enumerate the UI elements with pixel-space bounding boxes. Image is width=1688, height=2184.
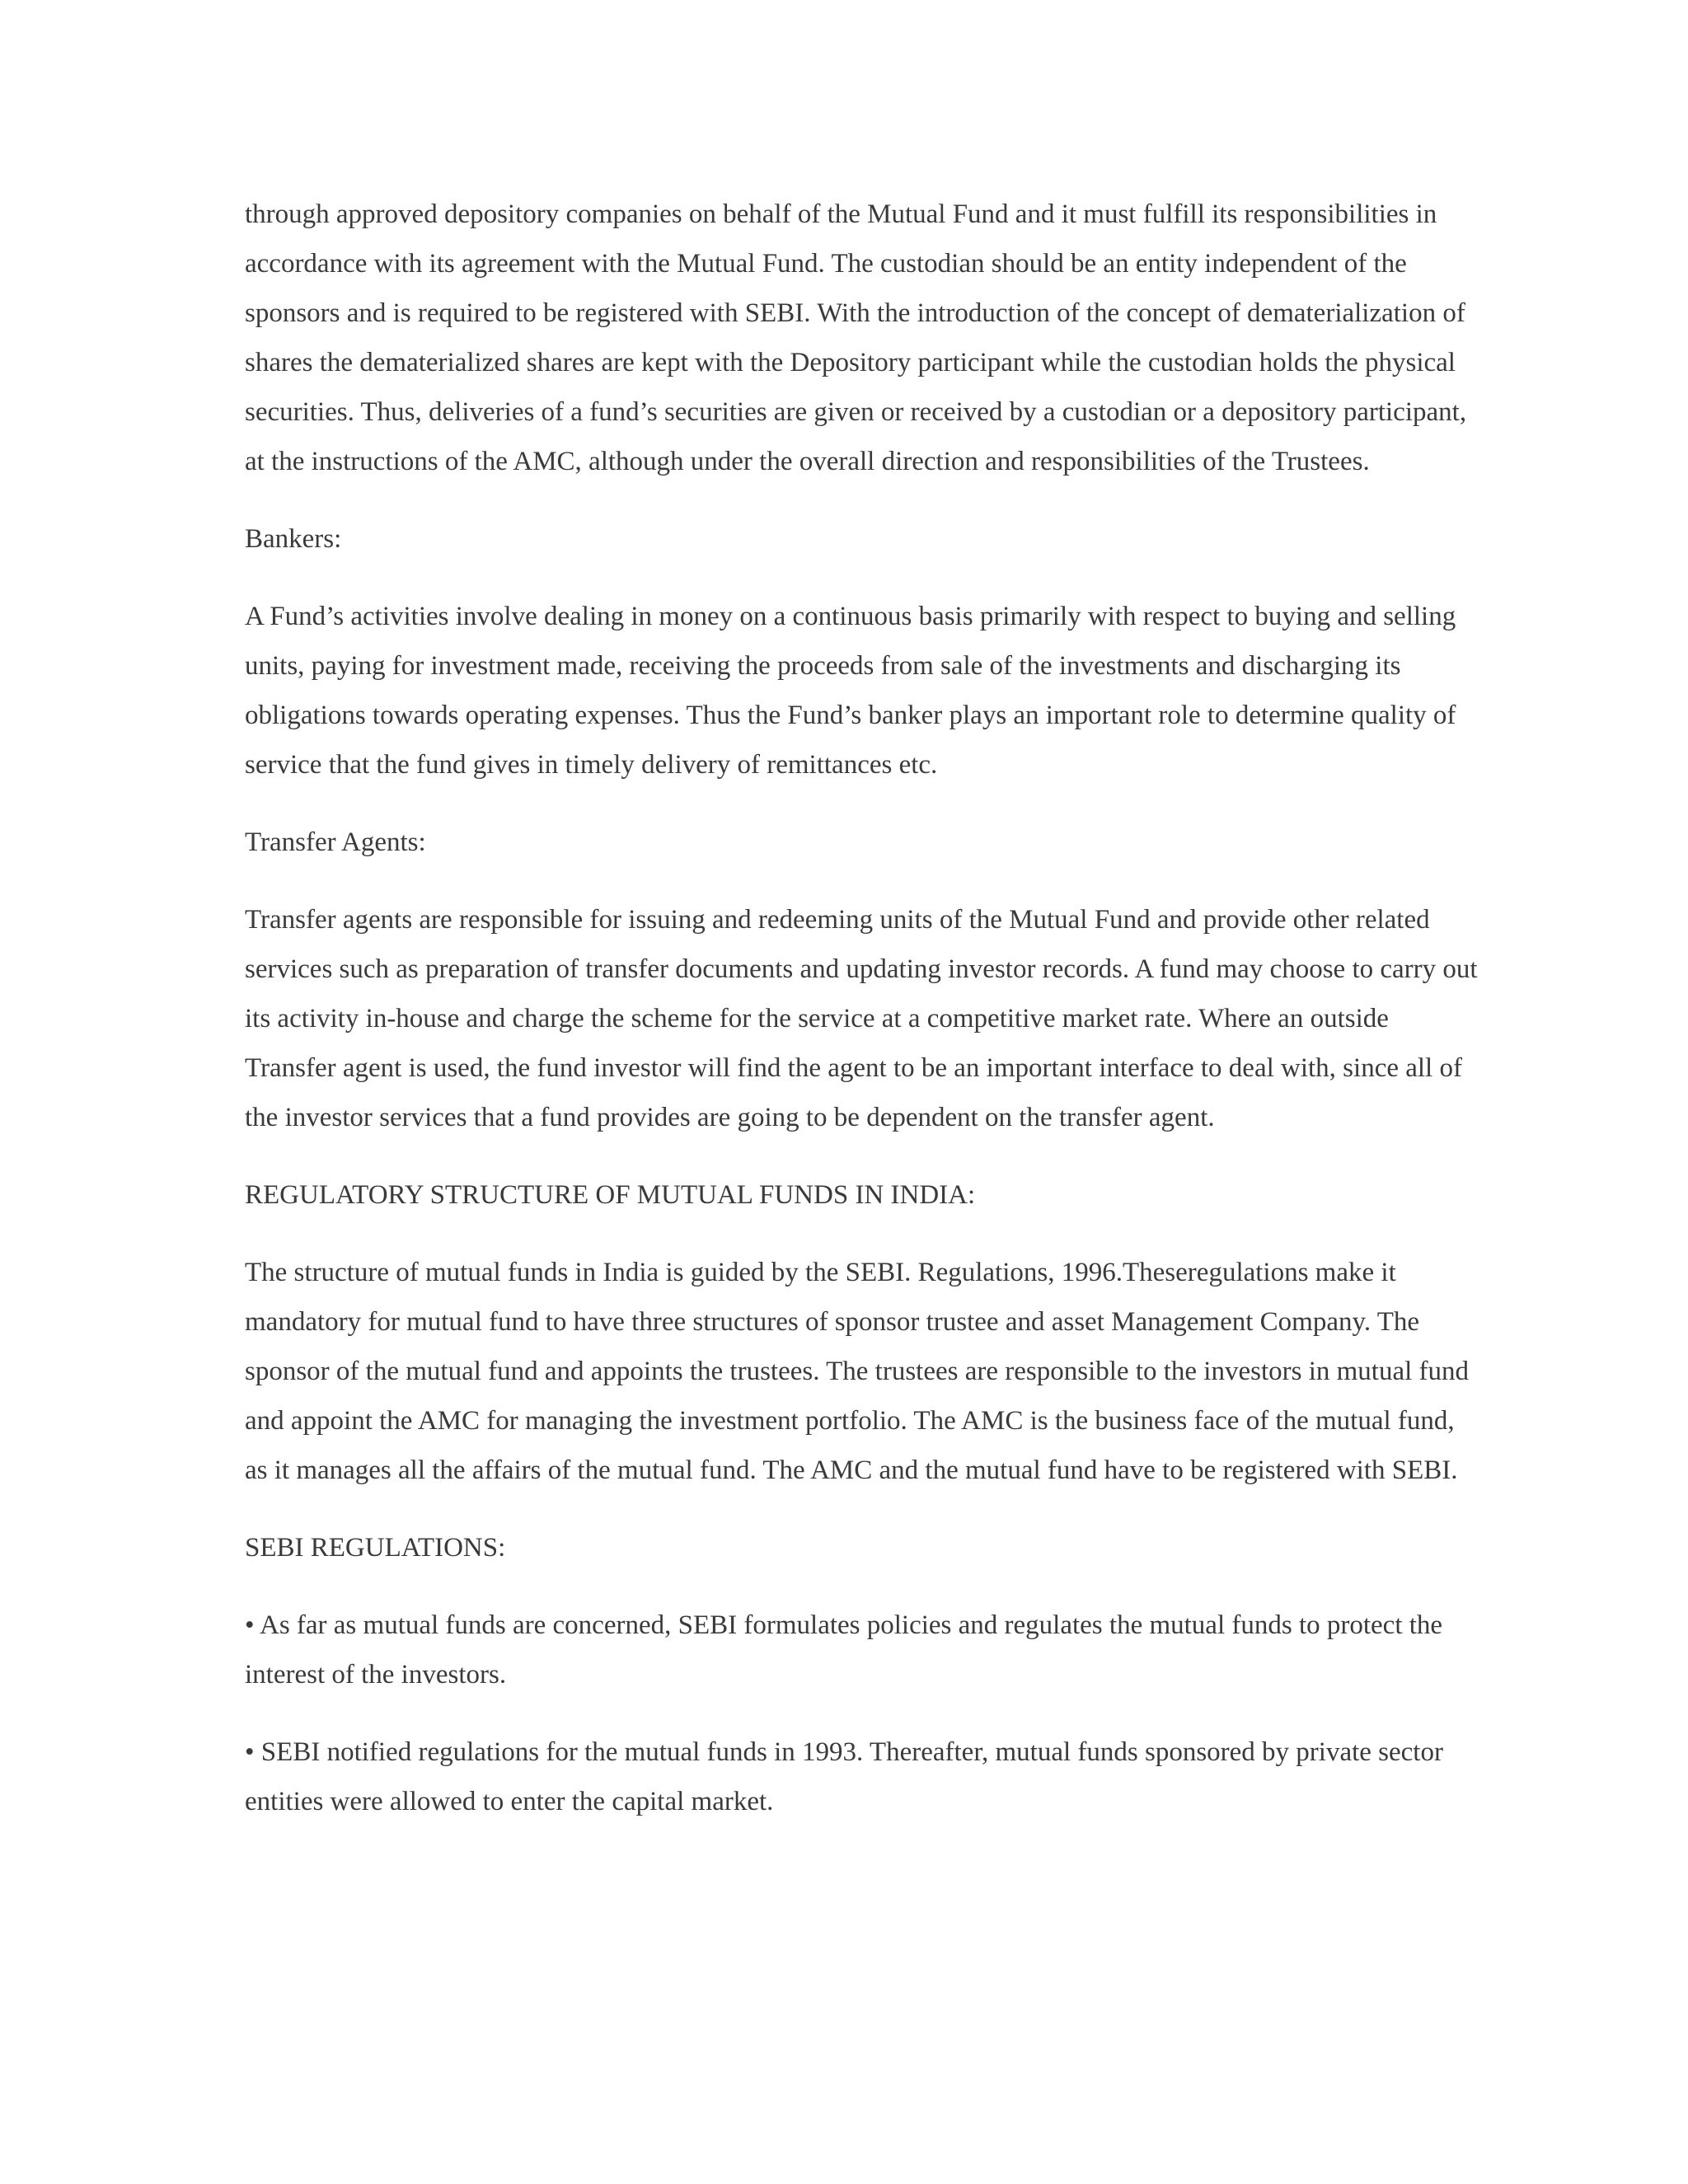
document-body <box>245 190 1481 1854</box>
regulatory-structure-heading: REGULATORY STRUCTURE OF MUTUAL FUNDS IN INDIA: <box>245 1180 976 1210</box>
bankers-paragraph: A Fund’s activities involve dealing in money on a continuous basis primarily with respect to buying and selling units, paying for investment made, receiving the proceeds from sale of the investments and discharging its obligations towards operating expenses. Thus the Fund’s banker plays an important role to determine quality of service that the fund gives in timely delivery of remittances etc. <box>245 602 1456 780</box>
transfer-agents-heading: Transfer Agents: <box>245 827 426 857</box>
regulatory-structure-paragraph: The structure of mutual funds in India is guided by the SEBI. Regulations, 1996.Theseregulations make it mandatory for mutual fund to have three structures of sponsor trustee and asset Management Company. The sponsor of the mutual fund and appoints the trustees. The trustees are responsible to the investors in mutual fund and appoint the AMC for managing the investment portfolio. The AMC is the business face of the mutual fund, as it manages all the affairs of the mutual fund. The AMC and the mutual fund have to be registered with SEBI. <box>245 1258 1470 1485</box>
custodian-paragraph: through approved depository companies on behalf of the Mutual Fund and it must fulfill its responsibilities in accordance with its agreement with the Mutual Fund. The custodian should be an entity independent of the sponsors and is required to be registered with SEBI. With the introduction of the concept of dematerialization of shares the dematerialized shares are kept with the Depository participant while the custodian holds the physical securities. Thus, deliveries of a fund’s securities are given or received by a custodian or a depository participant, at the instructions of the AMC, although under the overall direction and responsibilities of the Trustees. <box>245 199 1467 476</box>
sebi-bullet-item: • As far as mutual funds are concerned, SEBI formulates policies and regulates the mutual funds to protect the interest of the investors. <box>245 1610 1443 1690</box>
sebi-regulations-heading: SEBI REGULATIONS: <box>245 1533 506 1563</box>
sebi-bullet-item: • SEBI notified regulations for the mutual funds in 1993. Thereafter, mutual funds sponsored by private sector entities were allowed to enter the capital market. <box>245 1737 1443 1816</box>
bankers-heading: Bankers: <box>245 524 342 554</box>
transfer-agents-paragraph: Transfer agents are responsible for issuing and redeeming units of the Mutual Fund and provide other related services such as preparation of transfer documents and updating investor records. A fund may choose to carry out its activity in-house and charge the scheme for the service at a competitive market rate. Where an outside Transfer agent is used, the fund investor will find the agent to be an important interface to deal with, since all of the investor services that a fund provides are going to be dependent on the transfer agent. <box>245 905 1478 1132</box>
